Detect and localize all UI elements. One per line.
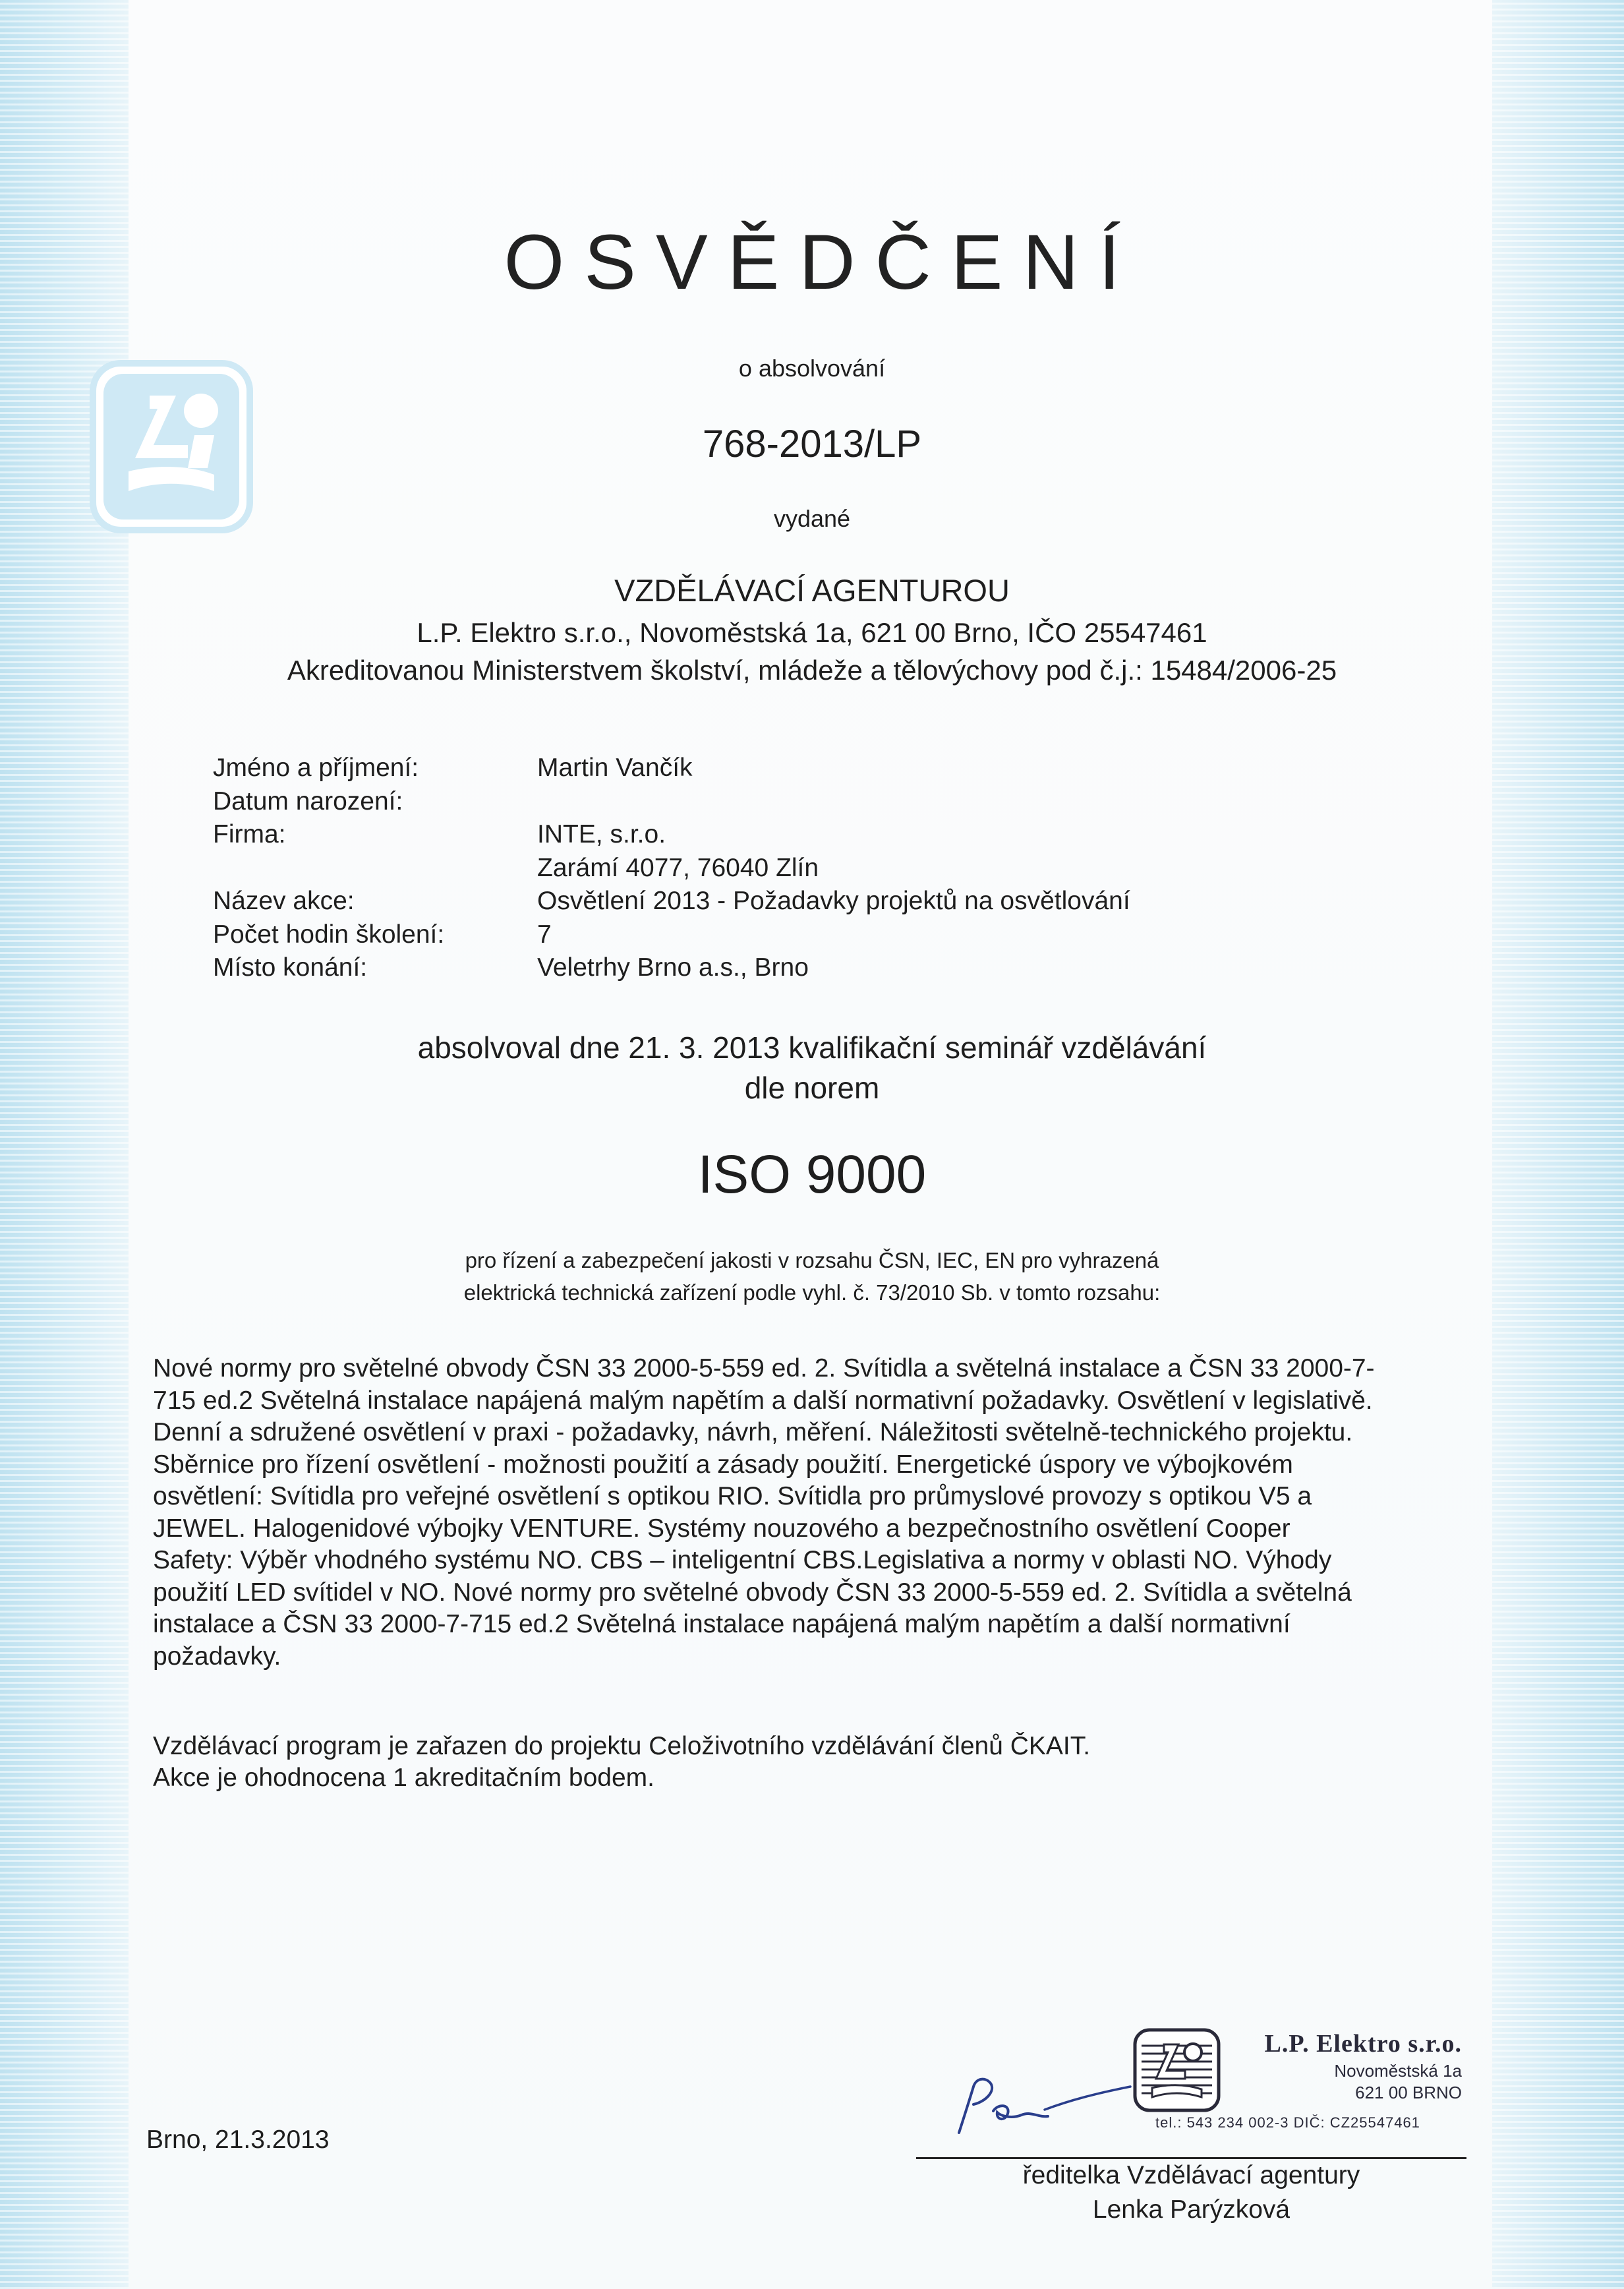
standard-name: ISO 9000 — [697, 1144, 927, 1204]
signer-role: ředitelka Vzdělávací agentury — [1022, 2161, 1360, 2189]
name-label: Jméno a příjmení: — [213, 754, 419, 782]
content-line: Nové normy pro světelné obvody ČSN 33 2000-5-559 ed. 2. Svítidla a světelná instalace a ČSN 33 2000-7- — [153, 1354, 1375, 1382]
content-line: JEWEL. Halogenidové výbojky VENTURE. Systémy nouzového a bezpečnostního osvětlení Cooper — [153, 1514, 1290, 1543]
certificate-title: OSVĚDČENÍ — [504, 219, 1140, 306]
venue-label: Místo konání: — [213, 953, 368, 982]
stamp-company: L.P. Elektro s.r.o. — [1264, 2030, 1462, 2058]
company-stamp — [1132, 2027, 1462, 2133]
program-note — [153, 1731, 1090, 1794]
content-line: Safety: Výběr vhodného systému NO. CBS – inteligentní CBS.Legislativa a normy v oblasti NO. Výhody — [153, 1546, 1332, 1574]
content-line: instalace a ČSN 33 2000-7-715 ed.2 Světelná instalace napájená malým napětím a další normativní — [153, 1610, 1290, 1638]
stamp-city: 621 00 BRNO — [1355, 2083, 1462, 2102]
accreditation-line: Akreditovanou Ministerstvem školství, mládeže a tělovýchovy pod č.j.: 15484/2006-25 — [287, 655, 1337, 686]
stamp-street: Novoměstská 1a — [1334, 2061, 1462, 2081]
issued-label: vydané — [773, 505, 851, 532]
organization-line: L.P. Elektro s.r.o., Novoměstská 1a, 621 00 Brno, IČO 25547461 — [417, 617, 1207, 648]
content-paragraph — [153, 1353, 1478, 1673]
program-line-1: Vzdělávací program je zařazen do projektu Celoživotního vzdělávání členů ČKAIT. — [153, 1732, 1091, 1760]
birth-label: Datum narození: — [213, 787, 403, 816]
company-value: INTE, s.r.o. — [537, 820, 666, 848]
handwritten-signature — [933, 2070, 1150, 2143]
lp-elektro-logo-icon — [1132, 2027, 1221, 2113]
event-label: Název akce: — [213, 887, 355, 915]
program-line-2: Akce je ohodnocena 1 akreditačním bodem. — [153, 1764, 654, 1792]
content-line: použití LED svítidel v NO. Nové normy pro světelné obvody ČSN 33 2000-5-559 ed. 2. Svítidla a světelná — [153, 1578, 1352, 1607]
venue-value: Veletrhy Brno a.s., Brno — [537, 953, 809, 982]
content-line: osvětlení: Svítidla pro veřejné osvětlení s optikou RIO. Svítidla pro průmyslové provozy s optikou V5 a — [153, 1482, 1312, 1510]
content-line: 715 ed.2 Světelná instalace napájená malým napětím a další normativní požadavky. Osvětlení v legislativě. — [153, 1386, 1373, 1415]
company-label: Firma: — [213, 820, 286, 848]
stamp-text — [1228, 2027, 1462, 2104]
company-address: Zarámí 4077, 76040 Zlín — [537, 853, 819, 882]
content-line: Sběrnice pro řízení osvětlení - možnosti použití a zásady použití. Energetické úspory ve výbojkovém — [153, 1450, 1293, 1479]
stamp-contact: tel.: 543 234 002-3 DIČ: CZ25547461 — [1155, 2114, 1420, 2131]
event-value: Osvětlení 2013 - Požadavky projektů na osvětlování — [537, 887, 1130, 915]
scope-line-1: pro řízení a zabezpečení jakosti v rozsahu ČSN, IEC, EN pro vyhrazená — [465, 1248, 1159, 1272]
hours-label: Počet hodin školení: — [213, 920, 445, 949]
content-line: Denní a sdružené osvětlení v praxi - požadavky, návrh, měření. Náležitosti světelně-technického projektu. — [153, 1418, 1353, 1446]
agency-name: VZDĚLÁVACÍ AGENTUROU — [614, 573, 1010, 608]
certificate-number: 768-2013/LP — [702, 423, 922, 465]
signer-name: Lenka Parýzková — [1092, 2195, 1290, 2224]
hours-value: 7 — [537, 920, 552, 949]
subtitle: o absolvování — [738, 355, 886, 382]
place-date: Brno, 21.3.2013 — [146, 2126, 330, 2154]
seminar-line-2: dle norem — [744, 1071, 880, 1105]
seminar-line-1: absolvoval dne 21. 3. 2013 kvalifikační seminář vzdělávání — [417, 1030, 1207, 1065]
scope-line-2: elektrická technická zařízení podle vyhl. č. 73/2010 Sb. v tomto rozsahu: — [463, 1280, 1161, 1305]
content-line: požadavky. — [153, 1642, 281, 1671]
name-value: Martin Vančík — [537, 754, 693, 782]
signature-line — [916, 2157, 1466, 2159]
